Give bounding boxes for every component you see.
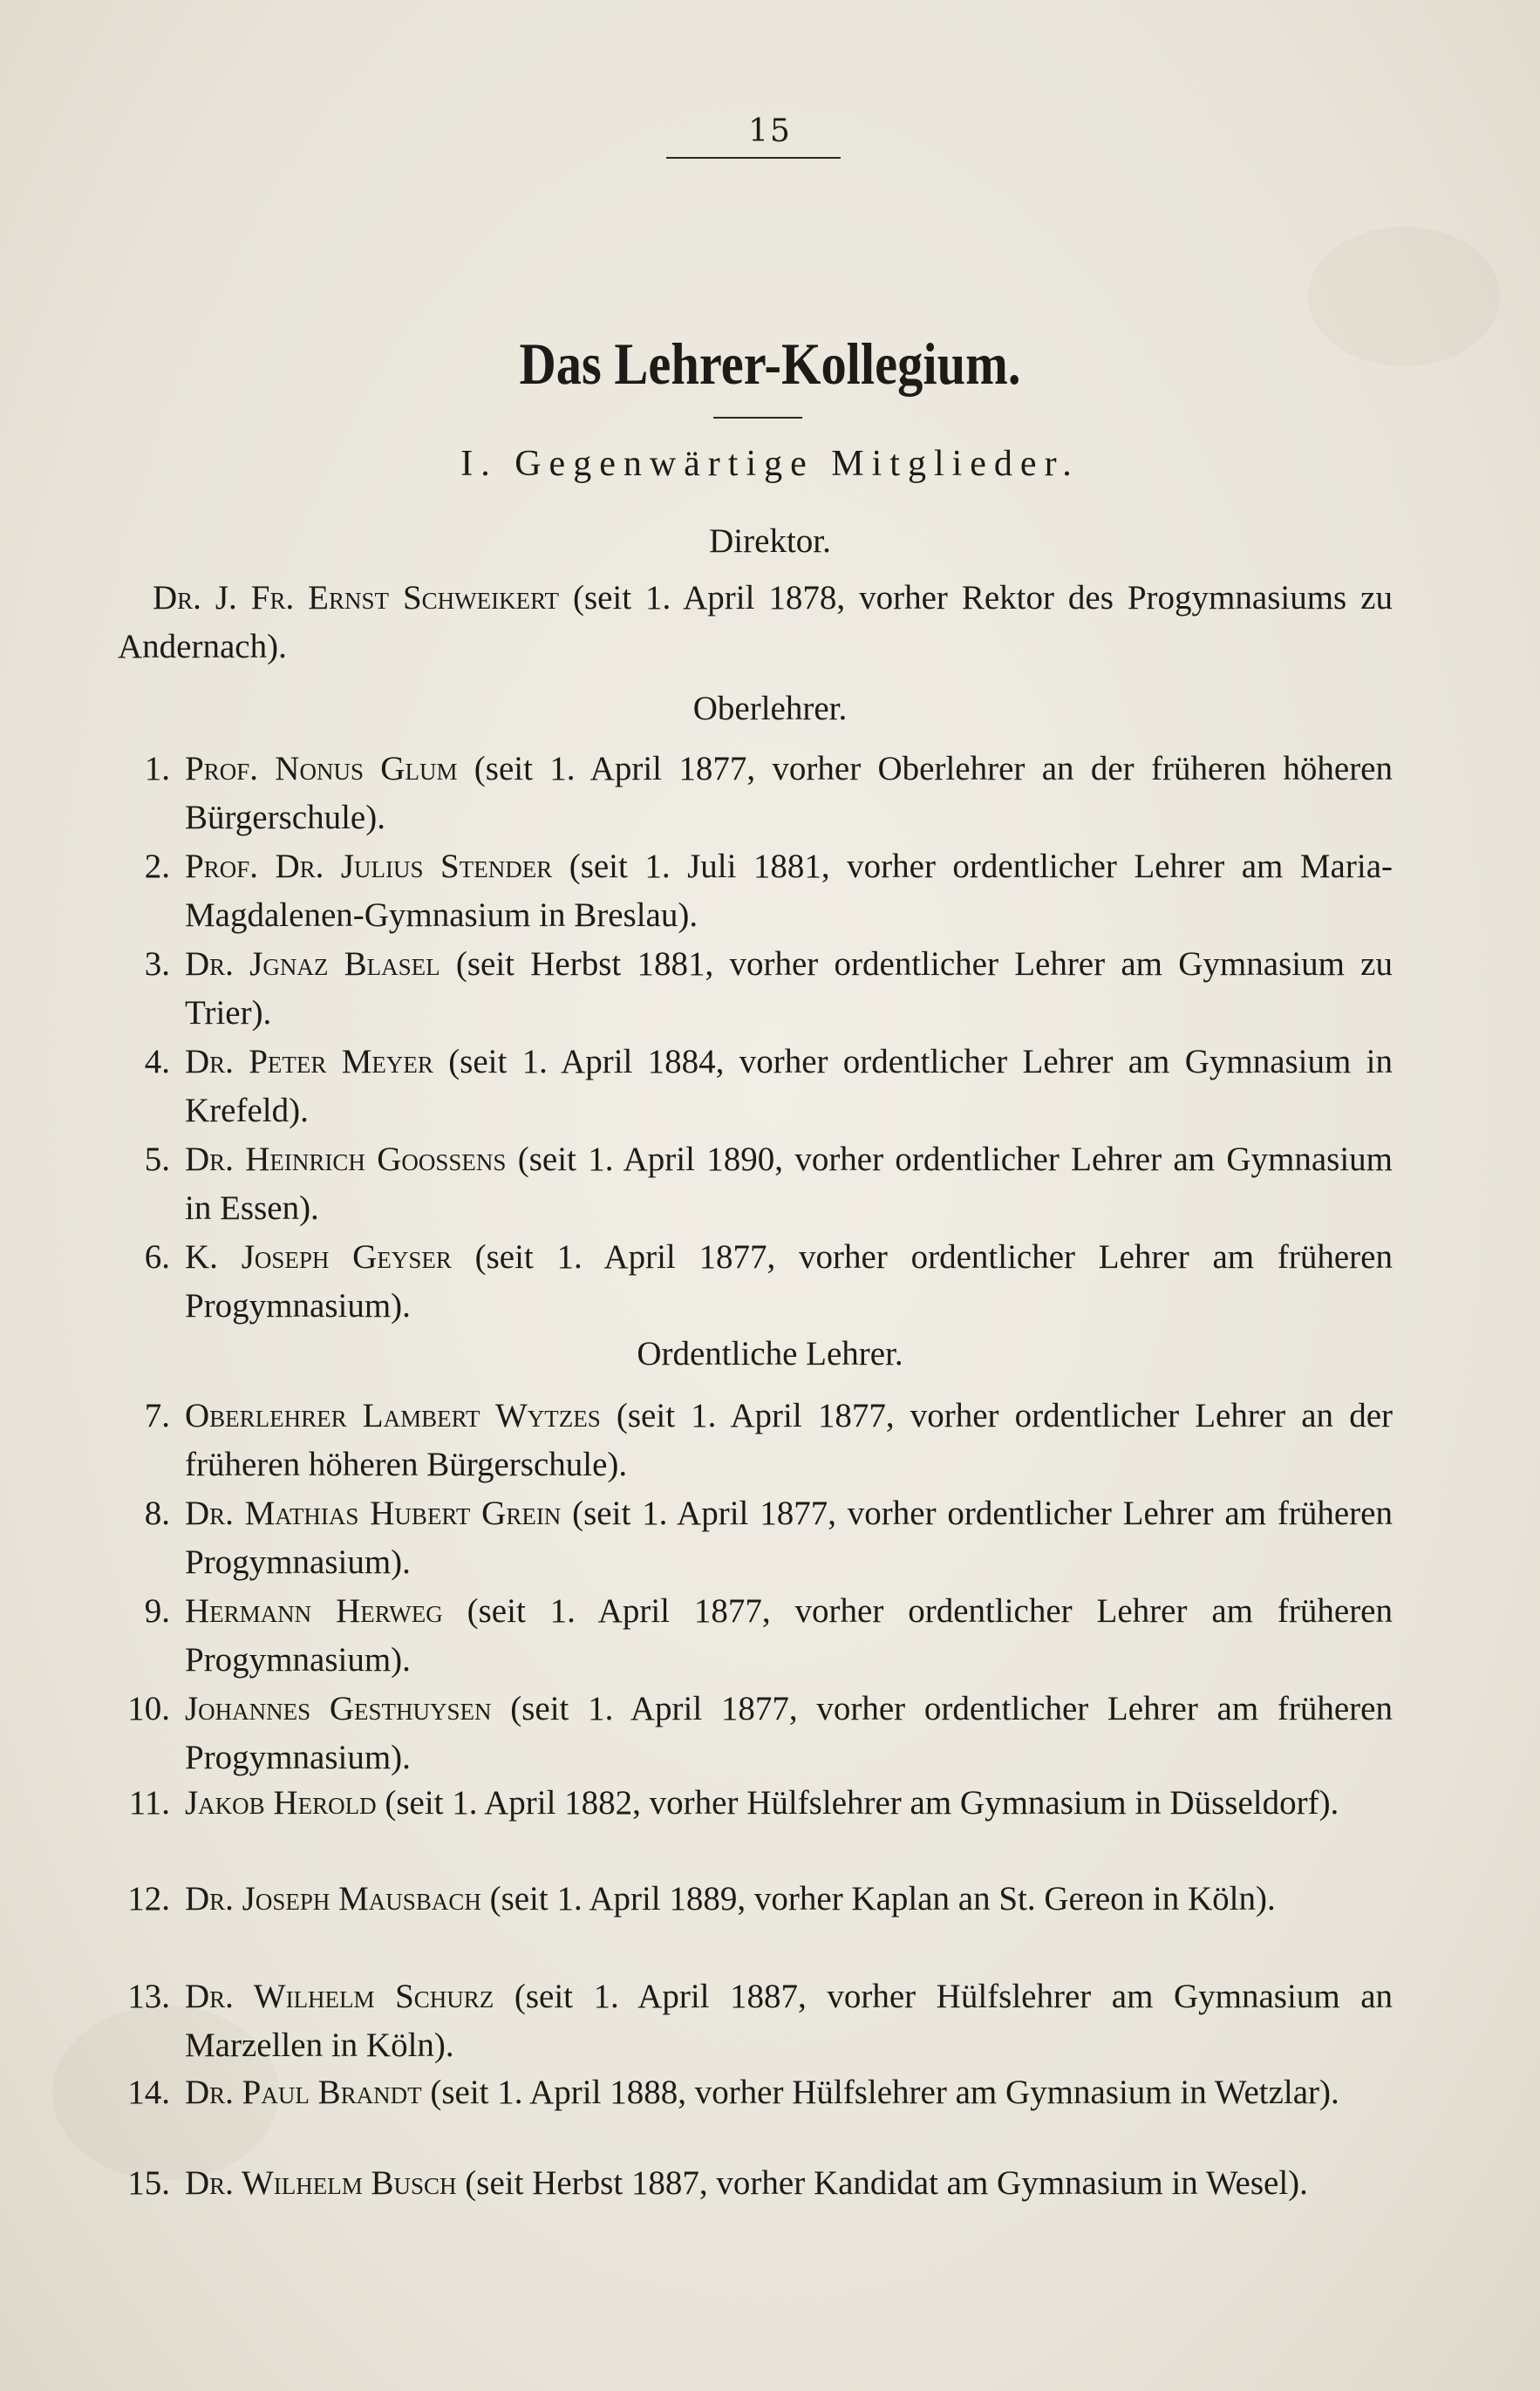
- entry-name: Dr. Mathias Hubert Grein: [185, 1495, 562, 1532]
- entry-text: (seit 1. April 1890, vorher ordentlicher Lehrer am Gymnasium in Essen).: [185, 1141, 1393, 1227]
- list-item: [118, 1587, 1393, 1685]
- list-item: [118, 745, 1393, 842]
- section-heading: I. Gegenwärtige Mitglieder.: [460, 444, 1080, 484]
- entry-name: Prof. Dr. Julius Stender: [185, 848, 553, 885]
- entry-number: 10.: [127, 1690, 170, 1727]
- entry-name: Johannes Gesthuysen: [185, 1690, 492, 1727]
- entry-text: (seit 1. April 1889, vorher Kaplan an St. Gereon in Köln).: [480, 1880, 1276, 1918]
- entry-number: 5.: [144, 1141, 170, 1178]
- entry-name: Dr. Paul Brandt: [185, 2074, 422, 2111]
- list-item: [118, 1779, 1393, 1828]
- list-item: [118, 1875, 1393, 1924]
- entry-text: (seit 1. April 1877, vorher ordentlicher Lehrer am früheren Progymnasium).: [185, 1238, 1393, 1325]
- entry-name: Jakob Herold: [185, 1784, 377, 1822]
- entry-name: Dr. Wilhelm Busch: [185, 2164, 457, 2202]
- entry-text: (seit 1. April 1877, vorher ordentlicher Lehrer an der früheren höheren Bürgerschule).: [185, 1397, 1393, 1483]
- page-number: 15: [748, 113, 792, 149]
- entry-number: 6.: [144, 1238, 170, 1276]
- entry-name: Dr. Wilhelm Schurz: [185, 1978, 494, 2015]
- list-item: [118, 1489, 1393, 1587]
- entry-number: 2.: [144, 848, 170, 885]
- entry-text: (seit 1. April 1887, vorher Hülfslehrer am Gymnasium an Marzellen in Köln).: [185, 1978, 1393, 2064]
- list-item: [118, 940, 1393, 1038]
- direktor-name: Dr. J. Fr. Ernst Schweikert: [153, 579, 559, 616]
- entry-number: 7.: [144, 1397, 170, 1434]
- entry-text: (seit 1. April 1888, vorher Hülfslehrer am Gymnasium in Wetzlar).: [421, 2074, 1339, 2111]
- entry-number: 1.: [144, 750, 170, 787]
- list-item: [118, 1135, 1393, 1233]
- list-item: [118, 2159, 1393, 2208]
- entry-name: Oberlehrer Lambert Wytzes: [185, 1397, 601, 1434]
- entry-number: 3.: [144, 945, 170, 983]
- list-item: [118, 1038, 1393, 1135]
- ordentliche-heading: Ordentliche Lehrer.: [637, 1335, 903, 1373]
- list-item: [118, 2068, 1393, 2117]
- entry-number: 9.: [144, 1592, 170, 1630]
- entry-number: 8.: [144, 1495, 170, 1532]
- list-item: [118, 1233, 1393, 1331]
- entry-number: 15.: [127, 2164, 170, 2202]
- entry-name: Dr. Joseph Mausbach: [185, 1880, 481, 1918]
- entry-name: Prof. Nonus Glum: [185, 750, 458, 787]
- entry-number: 4.: [144, 1043, 170, 1080]
- direktor-entry: [118, 574, 1393, 671]
- entry-text: (seit 1. April 1877, vorher ordentlicher Lehrer am früheren Progymnasium).: [185, 1690, 1393, 1776]
- entry-text: (seit 1. April 1877, vorher ordentlicher Lehrer am früheren Progymnasium).: [185, 1592, 1393, 1679]
- entry-name: Dr. Heinrich Goossens: [185, 1141, 507, 1178]
- entry-text: (seit 1. April 1882, vorher Hülfslehrer am Gymnasium in Düsseldorf).: [376, 1784, 1339, 1822]
- direktor-heading: Direktor.: [709, 522, 831, 560]
- entry-number: 13.: [127, 1978, 170, 2015]
- page-title: Das Lehrer-Kollegium.: [519, 330, 1021, 397]
- entry-number: 14.: [127, 2074, 170, 2111]
- entry-name: Dr. Jgnaz Blasel: [185, 945, 440, 983]
- entry-name: K. Joseph Geyser: [185, 1238, 452, 1276]
- oberlehrer-heading: Oberlehrer.: [692, 690, 848, 727]
- title-divider: [713, 417, 802, 419]
- page-number-rule: [666, 157, 841, 159]
- entry-name: Dr. Peter Meyer: [185, 1043, 433, 1080]
- list-item: [118, 842, 1393, 940]
- entry-text: (seit 1. April 1884, vorher ordentlicher Lehrer am Gymnasium in Krefeld).: [185, 1043, 1393, 1129]
- list-item: [118, 1392, 1393, 1489]
- entry-text: (seit 1. April 1877, vorher Oberlehrer an der früheren höheren Bürgerschule).: [185, 750, 1393, 836]
- entry-name: Hermann Herweg: [185, 1592, 443, 1630]
- entry-number: 11.: [128, 1784, 170, 1822]
- entry-number: 12.: [127, 1880, 170, 1918]
- list-item: [118, 1685, 1393, 1782]
- entry-text: (seit Herbst 1887, vorher Kandidat am Gymnasium in Wesel).: [456, 2164, 1308, 2202]
- entry-text: (seit Herbst 1881, vorher ordentlicher Lehrer am Gymnasium zu Trier).: [185, 945, 1393, 1032]
- list-item: [118, 1972, 1393, 2070]
- direktor-text: (seit 1. April 1878, vorher Rektor des Progymnasiums zu Andernach).: [118, 579, 1393, 665]
- entry-text: (seit 1. Juli 1881, vorher ordentlicher Lehrer am Maria-Magdalenen-Gymnasium in Breslau).: [185, 848, 1393, 934]
- entry-text: (seit 1. April 1877, vorher ordentlicher Lehrer am früheren Progymnasium).: [185, 1495, 1393, 1581]
